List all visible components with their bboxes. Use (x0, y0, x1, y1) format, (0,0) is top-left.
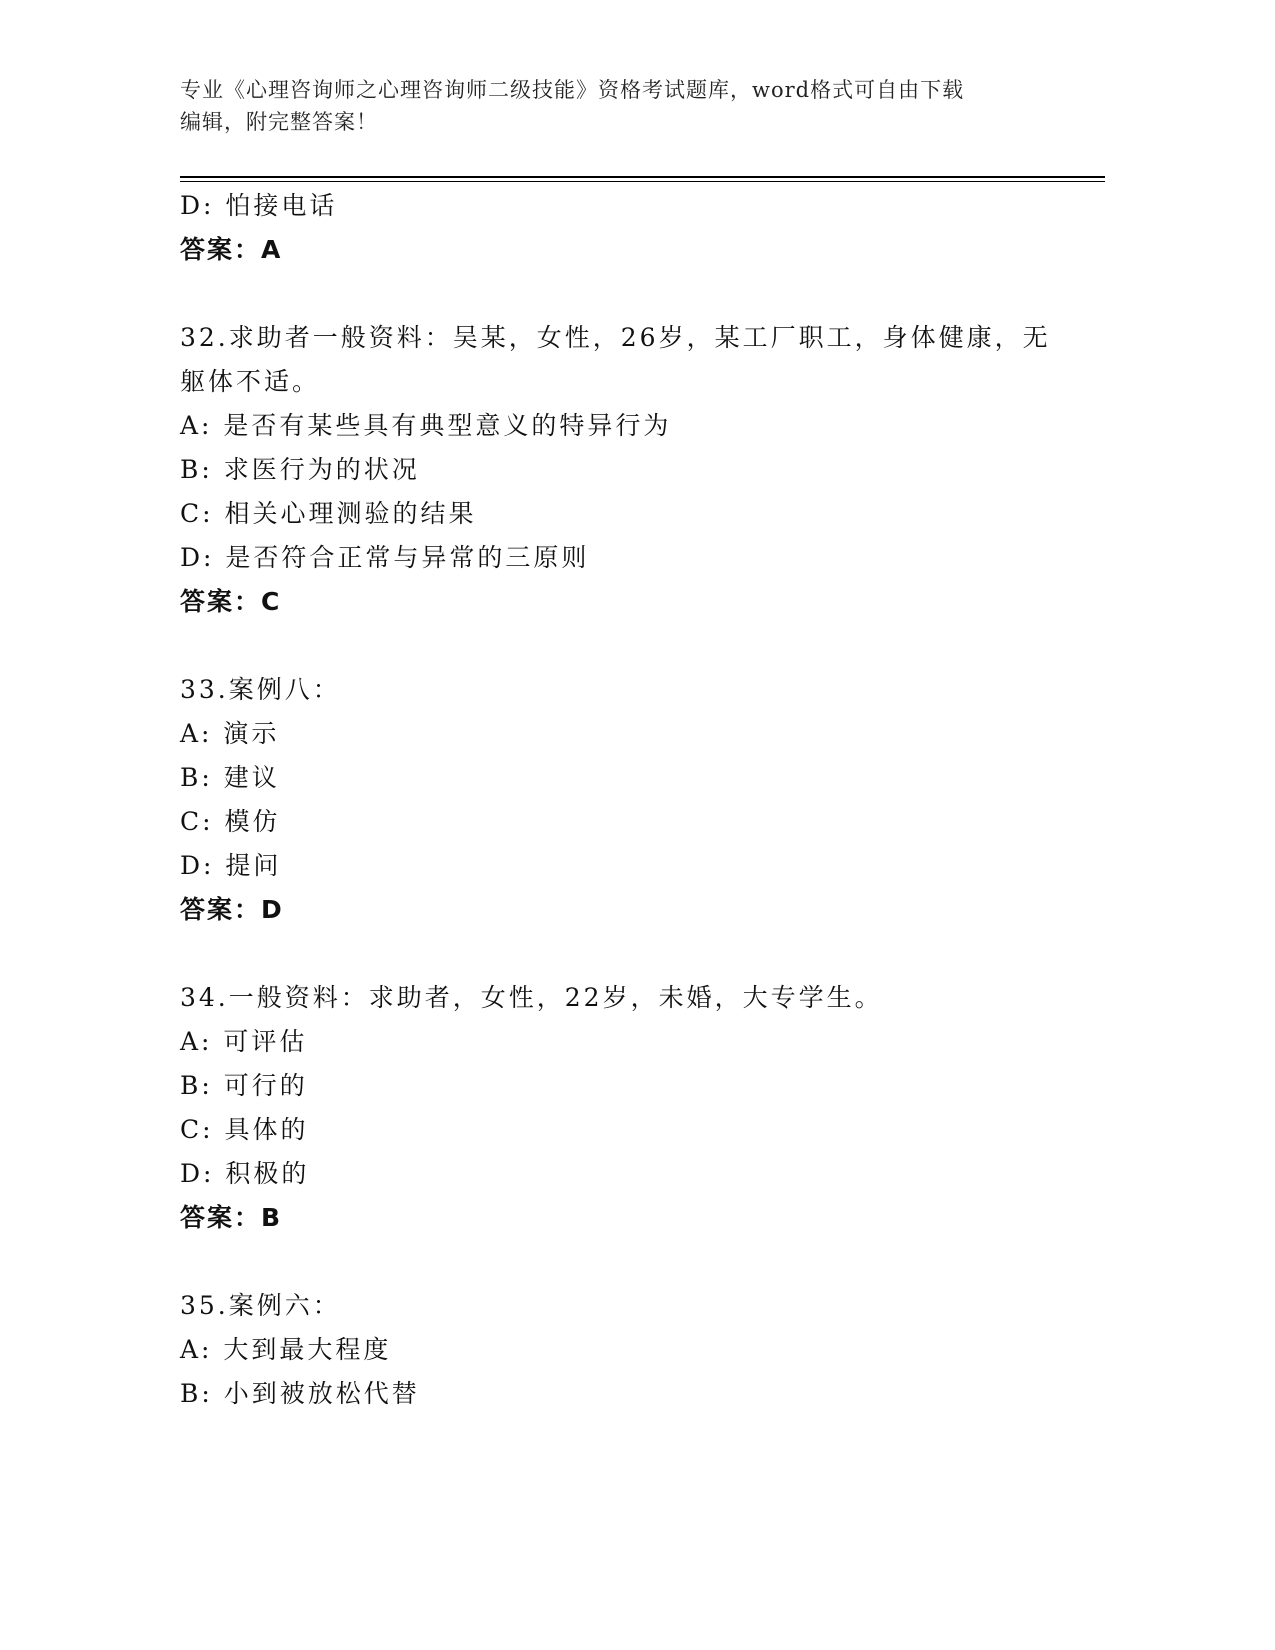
option-b: B: 求医行为的状况 (180, 455, 420, 484)
question-stem: 32.求助者一般资料：吴某，女性，26岁，某工厂职工，身体健康，无 (180, 323, 1051, 352)
header-line-2: 编辑，附完整答案！ (180, 110, 378, 134)
option-c: C: 具体的 (180, 1115, 309, 1144)
option-c: C: 模仿 (180, 807, 281, 836)
spacer (180, 624, 1080, 668)
option-d: D: 怕接电话 (180, 191, 338, 220)
option-a: A: 是否有某些具有典型意义的特异行为 (180, 411, 672, 440)
question-34 (180, 976, 1080, 1240)
option-d: D: 是否符合正常与异常的三原则 (180, 543, 590, 572)
question-32 (180, 316, 1080, 624)
option-b: B: 可行的 (180, 1071, 308, 1100)
option-a: A: 可评估 (180, 1027, 308, 1056)
answer-line: 答案：C (180, 587, 282, 616)
question-list (180, 184, 1080, 1416)
page-header (180, 74, 1040, 138)
header-line-1: 专业《心理咨询师之心理咨询师二级技能》资格考试题库，word格式可自由下载 (180, 78, 965, 102)
question-stem-continued: 躯体不适。 (180, 367, 321, 396)
option-b: B: 建议 (180, 763, 280, 792)
question-33 (180, 668, 1080, 932)
answer-line: 答案：D (180, 895, 284, 924)
header-divider-thin (180, 181, 1105, 182)
question-stem: 34.一般资料：求助者，女性，22岁，未婚，大专学生。 (180, 983, 883, 1012)
spacer (180, 1240, 1080, 1284)
option-d: D: 积极的 (180, 1159, 310, 1188)
answer-line: 答案：B (180, 1203, 283, 1232)
question-stem: 35.案例六： (180, 1291, 341, 1320)
option-b: B: 小到被放松代替 (180, 1379, 420, 1408)
answer-line: 答案：A (180, 235, 283, 264)
question-35 (180, 1284, 1080, 1416)
option-c: C: 相关心理测验的结果 (180, 499, 477, 528)
previous-question-tail (180, 184, 1080, 272)
header-divider-thick (180, 176, 1105, 178)
option-d: D: 提问 (180, 851, 282, 880)
option-a: A: 演示 (180, 719, 280, 748)
spacer (180, 272, 1080, 316)
spacer (180, 932, 1080, 976)
question-stem: 33.案例八： (180, 675, 341, 704)
option-a: A: 大到最大程度 (180, 1335, 392, 1364)
